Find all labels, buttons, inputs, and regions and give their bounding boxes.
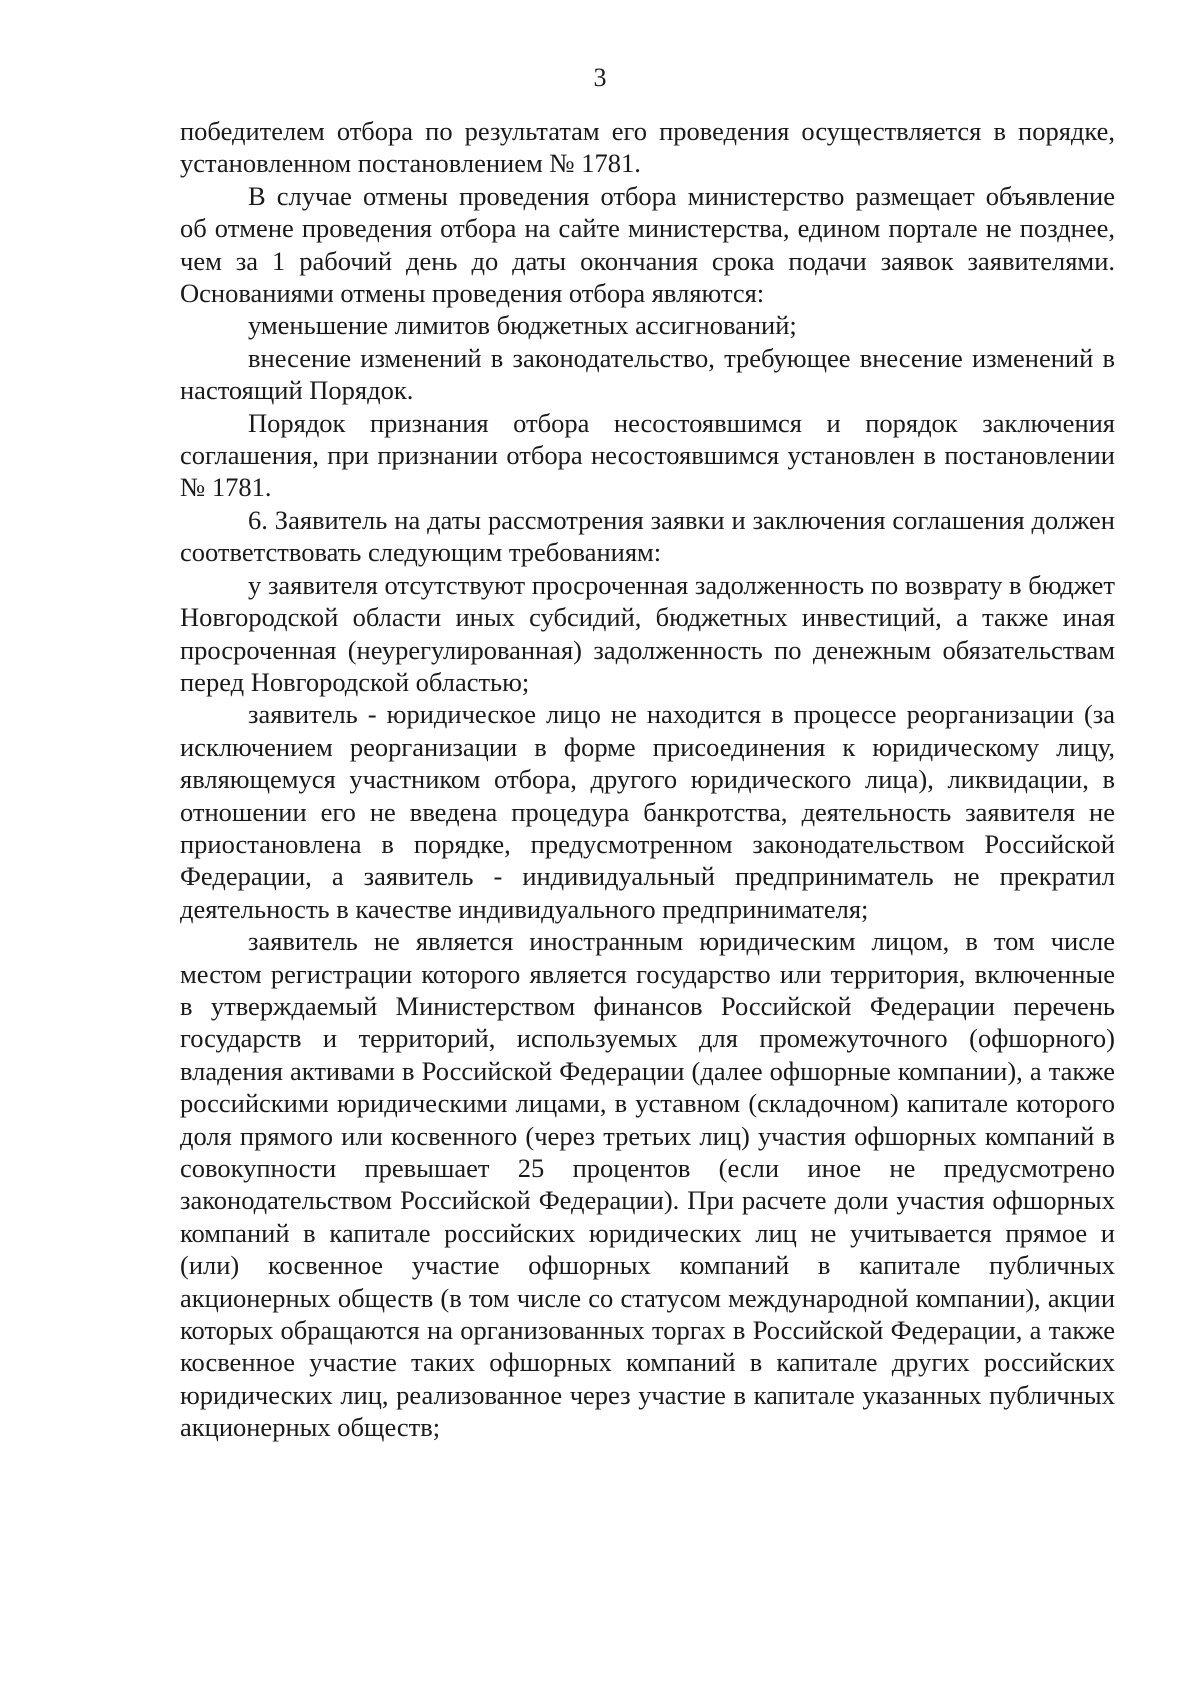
paragraph-continuation: победителем отбора по результатам его проведения осуществляется в порядке, установленном постановлением № 1781.	[180, 116, 1115, 179]
paragraph-requirement-debt: у заявителя отсутствуют просроченная задолженность по возврату в бюджет Новгородской области иных субсидий, бюджетных инвестиций, а также иная просроченная (неурегулированная) задолженность по денежным обязательствам перед Новгородской областью;	[180, 569, 1115, 697]
paragraph-cancellation: В случае отмены проведения отбора министерство размещает объявление об отмене проведения отбора на сайте министерства, едином портале не позднее, чем за 1 рабочий день до даты окончания срока подачи заявок заявителями. Основаниями отмены проведения отбора являются:	[180, 180, 1115, 309]
paragraph-requirement-offshore: заявитель не является иностранным юридическим лицом, в том числе местом регистрации которого является государство или территория, включенные в утверждаемый Министерством финансов Российской Федерации перечень государств и территорий, используемых для промежуточного (офшорного) владения активами в Российской Федерации (далее офшорные компании), а также российскими юридическими лицами, в уставном (складочном) капитале которого доля прямого или косвенного (через третьих лиц) участия офшорных компаний в совокупности превышает 25 процентов (если иное не предусмотрено законодательством Российской Федерации). При расчете доли участия офшорных компаний в капитале российских юридических лиц не учитывается прямое и (или) косвенное участие офшорных компаний в капитале публичных акционерных обществ (в том числе со статусом международной компании), акции которых обращаются на организованных торгах в Российской Федерации, а также косвенное участие таких офшорных компаний в капитале других российских юридических лиц, реализованное через участие в капитале указанных публичных акционерных обществ;	[180, 926, 1115, 1443]
paragraph-item-6: 6. Заявитель на даты рассмотрения заявки и заключения соглашения должен соответствовать следующим требованиям:	[180, 504, 1115, 568]
paragraph-reason-limits: уменьшение лимитов бюджетных ассигнований;	[248, 310, 797, 341]
paragraph-failed-selection: Порядок признания отбора несостоявшимся и порядок заключения соглашения, при признании отбора несостоявшимся установлен в постановлении № 1781.	[180, 407, 1115, 503]
page-number: 3	[593, 63, 607, 92]
paragraph-requirement-reorganization: заявитель - юридическое лицо не находится в процессе реорганизации (за исключением реорганизации в форме присоединения к юридическому лицу, являющемуся участником отбора, другого юридического лица), ликвидации, в отношении его не введена процедура банкротства, деятельность заявителя не приостановлена в порядке, предусмотренном законодательством Российской Федерации, а заявитель - индивидуальный предприниматель не прекратил деятельность в качестве индивидуального предпринимателя;	[180, 699, 1115, 924]
paragraph-reason-legislation: внесение изменений в законодательство, требующее внесение изменений в настоящий Порядок.	[180, 342, 1115, 406]
document-body	[180, 115, 1115, 1444]
